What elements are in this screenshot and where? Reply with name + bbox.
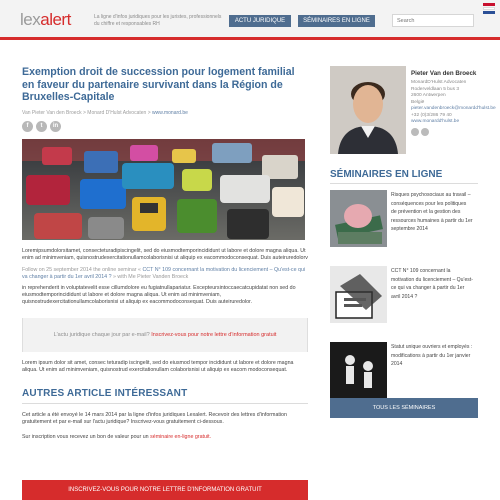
article-hero-image (22, 139, 305, 240)
sidebar-seminars-title: SÉMINAIRES EN LIGNE (330, 169, 443, 180)
article-byline: Van Pieter Van den Broeck > Monard D'Hulst Advocaten > www.monard.be (22, 109, 188, 116)
twitter-icon[interactable] (411, 128, 419, 136)
author-phone: +32 (0)3/286 79 40 (411, 112, 452, 118)
newsletter-signup-button[interactable]: INSCRIVEZ-VOUS POUR NOTRE LETTRE D'INFORMATION GRATUIT (22, 480, 308, 500)
related-articles-title: AUTRES ARTICLE INTÉRESSANT (22, 387, 188, 399)
seminar-item[interactable] (330, 190, 478, 252)
share-buttons (22, 121, 308, 133)
site-tagline: La ligne d'infos juridiques pour les juristes, professionnels du chiffre et responsables RH (94, 14, 222, 27)
seminar-thumbnail (330, 266, 387, 323)
seminar-title[interactable]: Risques psychosociaux au travail – conséquences pour les politiques de prévention et la gestion des ressources humaines à partir du 1er septembre 2014 (391, 192, 473, 232)
seminar-follow-note: Follow on 25 september 2014 the online seminar « CCT N° 109 concernant la motivation du licenciement – Qu'est-ce qui va changer à partir du 1er avril 2014 ? » with Me Pieter Vanden Broeck (22, 266, 306, 280)
author-website-link[interactable]: www.monardd'hulst.be (411, 119, 460, 124)
byline-site-link[interactable]: www.monard.be (152, 109, 188, 116)
flag-white-icon[interactable] (483, 7, 495, 10)
article (22, 66, 308, 441)
all-seminars-button[interactable]: TOUS LES SÉMINAIRES (330, 398, 478, 418)
article-title: Exemption droit de succession pour logement familial en faveur du partenaire survivant dans la Région de Bruxelles-Capitale (22, 66, 295, 103)
author-details: Pieter Van den Broeck MonardD'Hulst Advocaten Roderveldlaan 5 bus 3 2600 Antwerpen België pieter.vandenbroeck@monardd'hulst.be +32 (0)3/286 79 40 www.monardd'hulst.be (411, 70, 481, 136)
flag-red-icon[interactable] (483, 3, 495, 6)
article-paragraph-5: Sur inscription vous recevez un bon de valeur pour un séminaire en-ligne gratuit. (22, 433, 212, 440)
twitter-icon[interactable]: t (36, 121, 47, 132)
newsletter-signup-link[interactable]: Inscrivez-vous pour notre lettre d'information gratuit (151, 331, 277, 338)
author-name: Pieter Van den Broeck (411, 70, 477, 77)
divider (22, 403, 308, 404)
divider (330, 183, 478, 184)
seminar-item[interactable] (330, 266, 478, 328)
site-logo[interactable]: lexalert (20, 10, 71, 29)
author-photo (330, 66, 406, 154)
seminar-link[interactable]: CCT N° 109 concernant la motivation du licenciement – Qu'est-ce qui va changer à partir du 1er avril 2014 ? (22, 266, 306, 280)
language-flags[interactable] (483, 3, 497, 17)
seminar-thumbnail (330, 342, 387, 399)
seminar-item[interactable] (330, 342, 478, 404)
newsletter-box: L'actu juridique chaque jour par e-mail? Inscrivez-vous pour notre lettre d'information gratuit (22, 318, 308, 352)
free-seminar-link[interactable]: séminaire en-ligne gratuit. (150, 433, 212, 440)
site-header (0, 0, 500, 40)
facebook-icon[interactable]: f (22, 121, 33, 132)
linkedin-icon[interactable] (421, 128, 429, 136)
nav-actu-juridique[interactable]: ACTU JURIDIQUE (229, 15, 291, 27)
author-social (411, 128, 481, 136)
seminar-title[interactable]: Statut unique ouvriers et employés : modifications à partir du 1er janvier 2014 (391, 344, 473, 367)
article-paragraph-1: Loremipsumdolorsitamet, consecteturadipiscingelit, sed do eiusmodtemporincididunt ut labore et dolore magna aliqua. Ut enim ad minimveniam, quisnostrudexercitationullamcolaborisnisi ut aliquip ex eacommodoconsequat. Duis auteiruredolorv (22, 247, 308, 261)
article-paragraph-3: Lorem ipsum dolor sit amet, consec teturadip iscingelit, sed do eiusmod tempor incididunt ut labore et dolore magna aliqua. Ut enim ad minimveniam, quisnostrud exercitationullam colaborisnisi ut aliquip ex eacom modoconsequat. (22, 359, 294, 373)
seminar-thumbnail (330, 190, 387, 247)
linkedin-icon[interactable]: in (50, 121, 61, 132)
flag-blue-icon[interactable] (483, 11, 495, 14)
seminar-title[interactable]: CCT N° 109 concernant la motivation du licenciement – Qu'est-ce qui va changer à partir du 1er avril 2014 ? (391, 268, 473, 300)
nav-seminaires-en-ligne[interactable]: SÉMINAIRES EN LIGNE (298, 15, 375, 27)
article-paragraph-2: in reprehenderit in voluptatevelit esse cillumdolore eu fugiatnullapariatur. Excepteursintoccaecatcupidatat non sed do eiusmodtemporincididunt ut labore et dolore magna aliqua. Ut enim ad minimveniam, quisnostrudexercitationullamcolaborisnisi ut aliquip ex eacommodoconsequat. Duis auteiruredolor. (22, 284, 296, 305)
search-input[interactable] (392, 14, 474, 27)
author-email-link[interactable]: pieter.vandenbroeck@monardd'hulst.be (411, 106, 496, 111)
article-paragraph-4: Cet article a été envoyé le 14 mars 2014 par la ligne d'infos juridiques Lexalert. Recevoir des lettres d'information gratuitement et par e-mail sur l'actu juridique? Inscrivez-vous gratuitement ci-dessous. (22, 411, 287, 425)
